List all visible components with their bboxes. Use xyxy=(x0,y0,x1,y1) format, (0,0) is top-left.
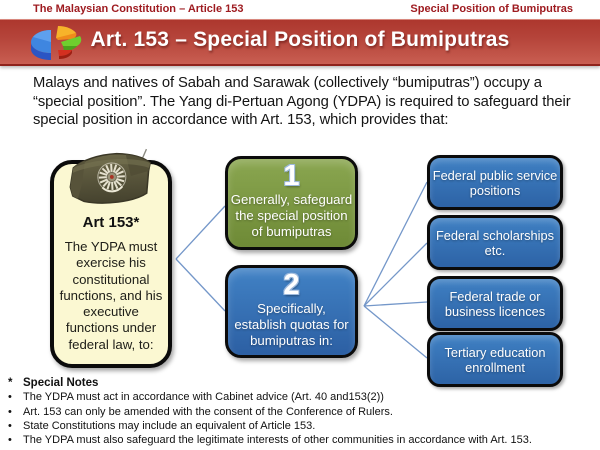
quota-box-public-service xyxy=(427,155,563,210)
note-item xyxy=(8,433,596,447)
songkok-cap-icon xyxy=(61,147,160,214)
note-item-text: The YDPA must also safeguard the legitimate interests of other communities in accordance with Art. 153. xyxy=(23,434,532,447)
note-item-text: The YDPA must act in accordance with Cabinet advice (Art. 40 and153(2)) xyxy=(23,391,384,404)
connector-duty2-q4 xyxy=(364,306,427,358)
note-item-text: State Constitutions may include an equivalent of Article 153. xyxy=(23,419,316,432)
duty-1-text: Generally, safeguard the special position of bumiputras xyxy=(230,192,353,239)
intro-paragraph: Malays and natives of Sabah and Sarawak (collectively “bumiputras”) occupy a “special position”. The Yang di-Pertuan Agong (YDPA) is required to safeguard their special position in accordance with Art. 153, which provides that: xyxy=(33,75,571,128)
special-notes xyxy=(8,376,596,447)
page-header xyxy=(0,0,600,20)
note-item xyxy=(8,390,596,404)
duty-box-2 xyxy=(225,265,358,358)
bullet-icon: • xyxy=(8,391,12,404)
slide-title: Art. 153 – Special Position of Bumiputras xyxy=(90,28,510,51)
bullet-icon: • xyxy=(8,434,12,447)
connector-src-duty1 xyxy=(176,206,225,259)
duty-1-number: 1 xyxy=(283,160,300,192)
header-right-text: Special Position of Bumiputras xyxy=(410,3,573,15)
quota-box-label: Federal trade or business licences xyxy=(444,288,546,319)
notes-heading: Special Notes xyxy=(23,377,99,389)
notes-asterisk: * xyxy=(8,377,13,389)
connector-src-duty2 xyxy=(176,259,225,311)
quota-box-scholarships xyxy=(427,215,563,270)
duty-box-1 xyxy=(225,156,358,250)
title-bar xyxy=(0,19,600,66)
source-box-title: Art 153* xyxy=(82,214,140,231)
connector-duty2-q3 xyxy=(364,302,427,306)
connector-duty2-q1 xyxy=(364,182,427,306)
note-item xyxy=(8,419,596,433)
duty-2-text: Specifically, establish quotas for bumiputras in: xyxy=(234,301,349,348)
quota-box-label: Federal scholarships etc. xyxy=(435,227,555,258)
quota-box-label: Tertiary education enrollment xyxy=(444,344,546,375)
quota-box-trade-licences xyxy=(427,276,563,331)
connector-duty2-q2 xyxy=(364,243,427,306)
header-left-text: The Malaysian Constitution – Article 153 xyxy=(33,3,244,15)
bullet-icon: • xyxy=(8,419,12,432)
source-box-description: The YDPA must exercise his constitutional functions, and his executive functions under federal law, to: xyxy=(59,239,163,352)
article-source-box xyxy=(50,160,172,368)
bullet-icon: • xyxy=(8,405,12,418)
quota-box-label: Federal public service positions xyxy=(432,167,558,198)
notes-heading-row xyxy=(8,376,596,390)
note-item xyxy=(8,405,596,419)
note-item-text: Art. 153 can only be amended with the consent of the Conference of Rulers. xyxy=(23,405,393,418)
duty-2-number: 2 xyxy=(283,269,300,301)
